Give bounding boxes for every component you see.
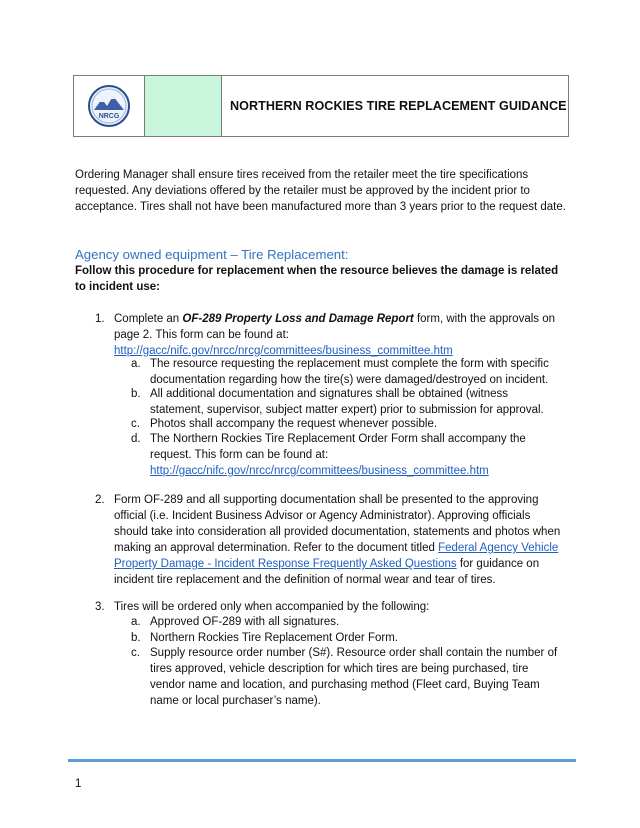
- item-1-text: [114, 311, 564, 359]
- item-2-pre: Form OF-289 and all supporting documentation shall be presented to the approving official (i.e. Incident Business Advisor or Agency Administrator). Approving officials should take into consideration all provided documentation, statements and photos when making an approval determination. Refer to the document titled: [114, 494, 561, 554]
- footer-rule: [68, 759, 576, 762]
- document-title: NORTHERN ROCKIES TIRE REPLACEMENT GUIDANCE: [230, 99, 567, 113]
- item-1a-letter: a.: [131, 358, 141, 370]
- business-committee-link-1[interactable]: http://gacc/nifc.gov/nrcc/nrcg/committees/business_committee.htm: [114, 345, 453, 357]
- item-1b-letter: b.: [131, 388, 141, 400]
- faq-link[interactable]: Federal Agency Vehicle Property Damage - Incident Response Frequently Asked Questions: [114, 542, 559, 570]
- item-3c-text: Supply resource order number (S#). Resource order shall contain the number of tires approved, vehicle description for which tires are being purchased, tire vendor name and location, and purchasing method (Fleet card, Buying Team name or local purchaser’s name).: [150, 647, 558, 707]
- item-3a-letter: a.: [131, 616, 141, 628]
- item-3a-text: Approved OF-289 with all signatures.: [150, 616, 340, 628]
- item-1-pre: Complete an: [114, 313, 183, 325]
- item-1d-text: [150, 431, 564, 479]
- business-committee-link-2[interactable]: http://gacc/nifc.gov/nrcc/nrcg/committees/business_committee.htm: [150, 465, 489, 477]
- green-cell: [145, 76, 222, 136]
- item-1c-text: Photos shall accompany the request whenever possible.: [150, 418, 438, 430]
- section-intro: Follow this procedure for replacement when the resource believes the damage is related to incident use:: [75, 265, 559, 293]
- logo-cell: [74, 76, 145, 136]
- item-1d-letter: d.: [131, 433, 141, 445]
- item-1b-text: All additional documentation and signatures shall be obtained (witness statement, supervisor, subject matter expert) prior to submission for approval.: [150, 388, 544, 416]
- item-2-post: for guidance on incident tire replacement and the definition of normal wear and tear of tires.: [114, 558, 540, 586]
- item-3b-text: Northern Rockies Tire Replacement Order Form.: [150, 632, 398, 644]
- page-number: 1: [75, 778, 82, 790]
- item-1c-letter: c.: [131, 418, 140, 430]
- item-3b-letter: b.: [131, 632, 141, 644]
- intro-paragraph: Ordering Manager shall ensure tires received from the retailer meet the tire specifications requested. Any deviations offered by the retailer must be approved by the incident prior to acceptance. Tires shall not have been manufactured more than 3 years prior to the request date.: [75, 169, 566, 213]
- form-name: OF-289 Property Loss and Damage Report: [182, 313, 414, 325]
- item-2-number: 2.: [95, 494, 105, 506]
- header-table: [73, 75, 569, 137]
- item-3-number: 3.: [95, 601, 105, 613]
- item-1a-text: The resource requesting the replacement must complete the form with specific documentation regarding how the tire(s) were damaged/destroyed on incident.: [150, 358, 549, 386]
- item-1-number: 1.: [95, 313, 105, 325]
- item-1-post: form, with the approvals on page 2. This form can be found at:: [114, 313, 556, 341]
- logo-text: NRCG: [98, 113, 120, 120]
- item-2-text: [114, 492, 564, 588]
- item-3c-letter: c.: [131, 647, 140, 659]
- section-heading: Agency owned equipment – Tire Replacement:: [75, 247, 349, 262]
- item-3-text: Tires will be ordered only when accompanied by the following:: [114, 601, 430, 613]
- nrcg-logo: [87, 84, 131, 128]
- item-1d-body: The Northern Rockies Tire Replacement Order Form shall accompany the request. This form can be found at:: [150, 433, 526, 461]
